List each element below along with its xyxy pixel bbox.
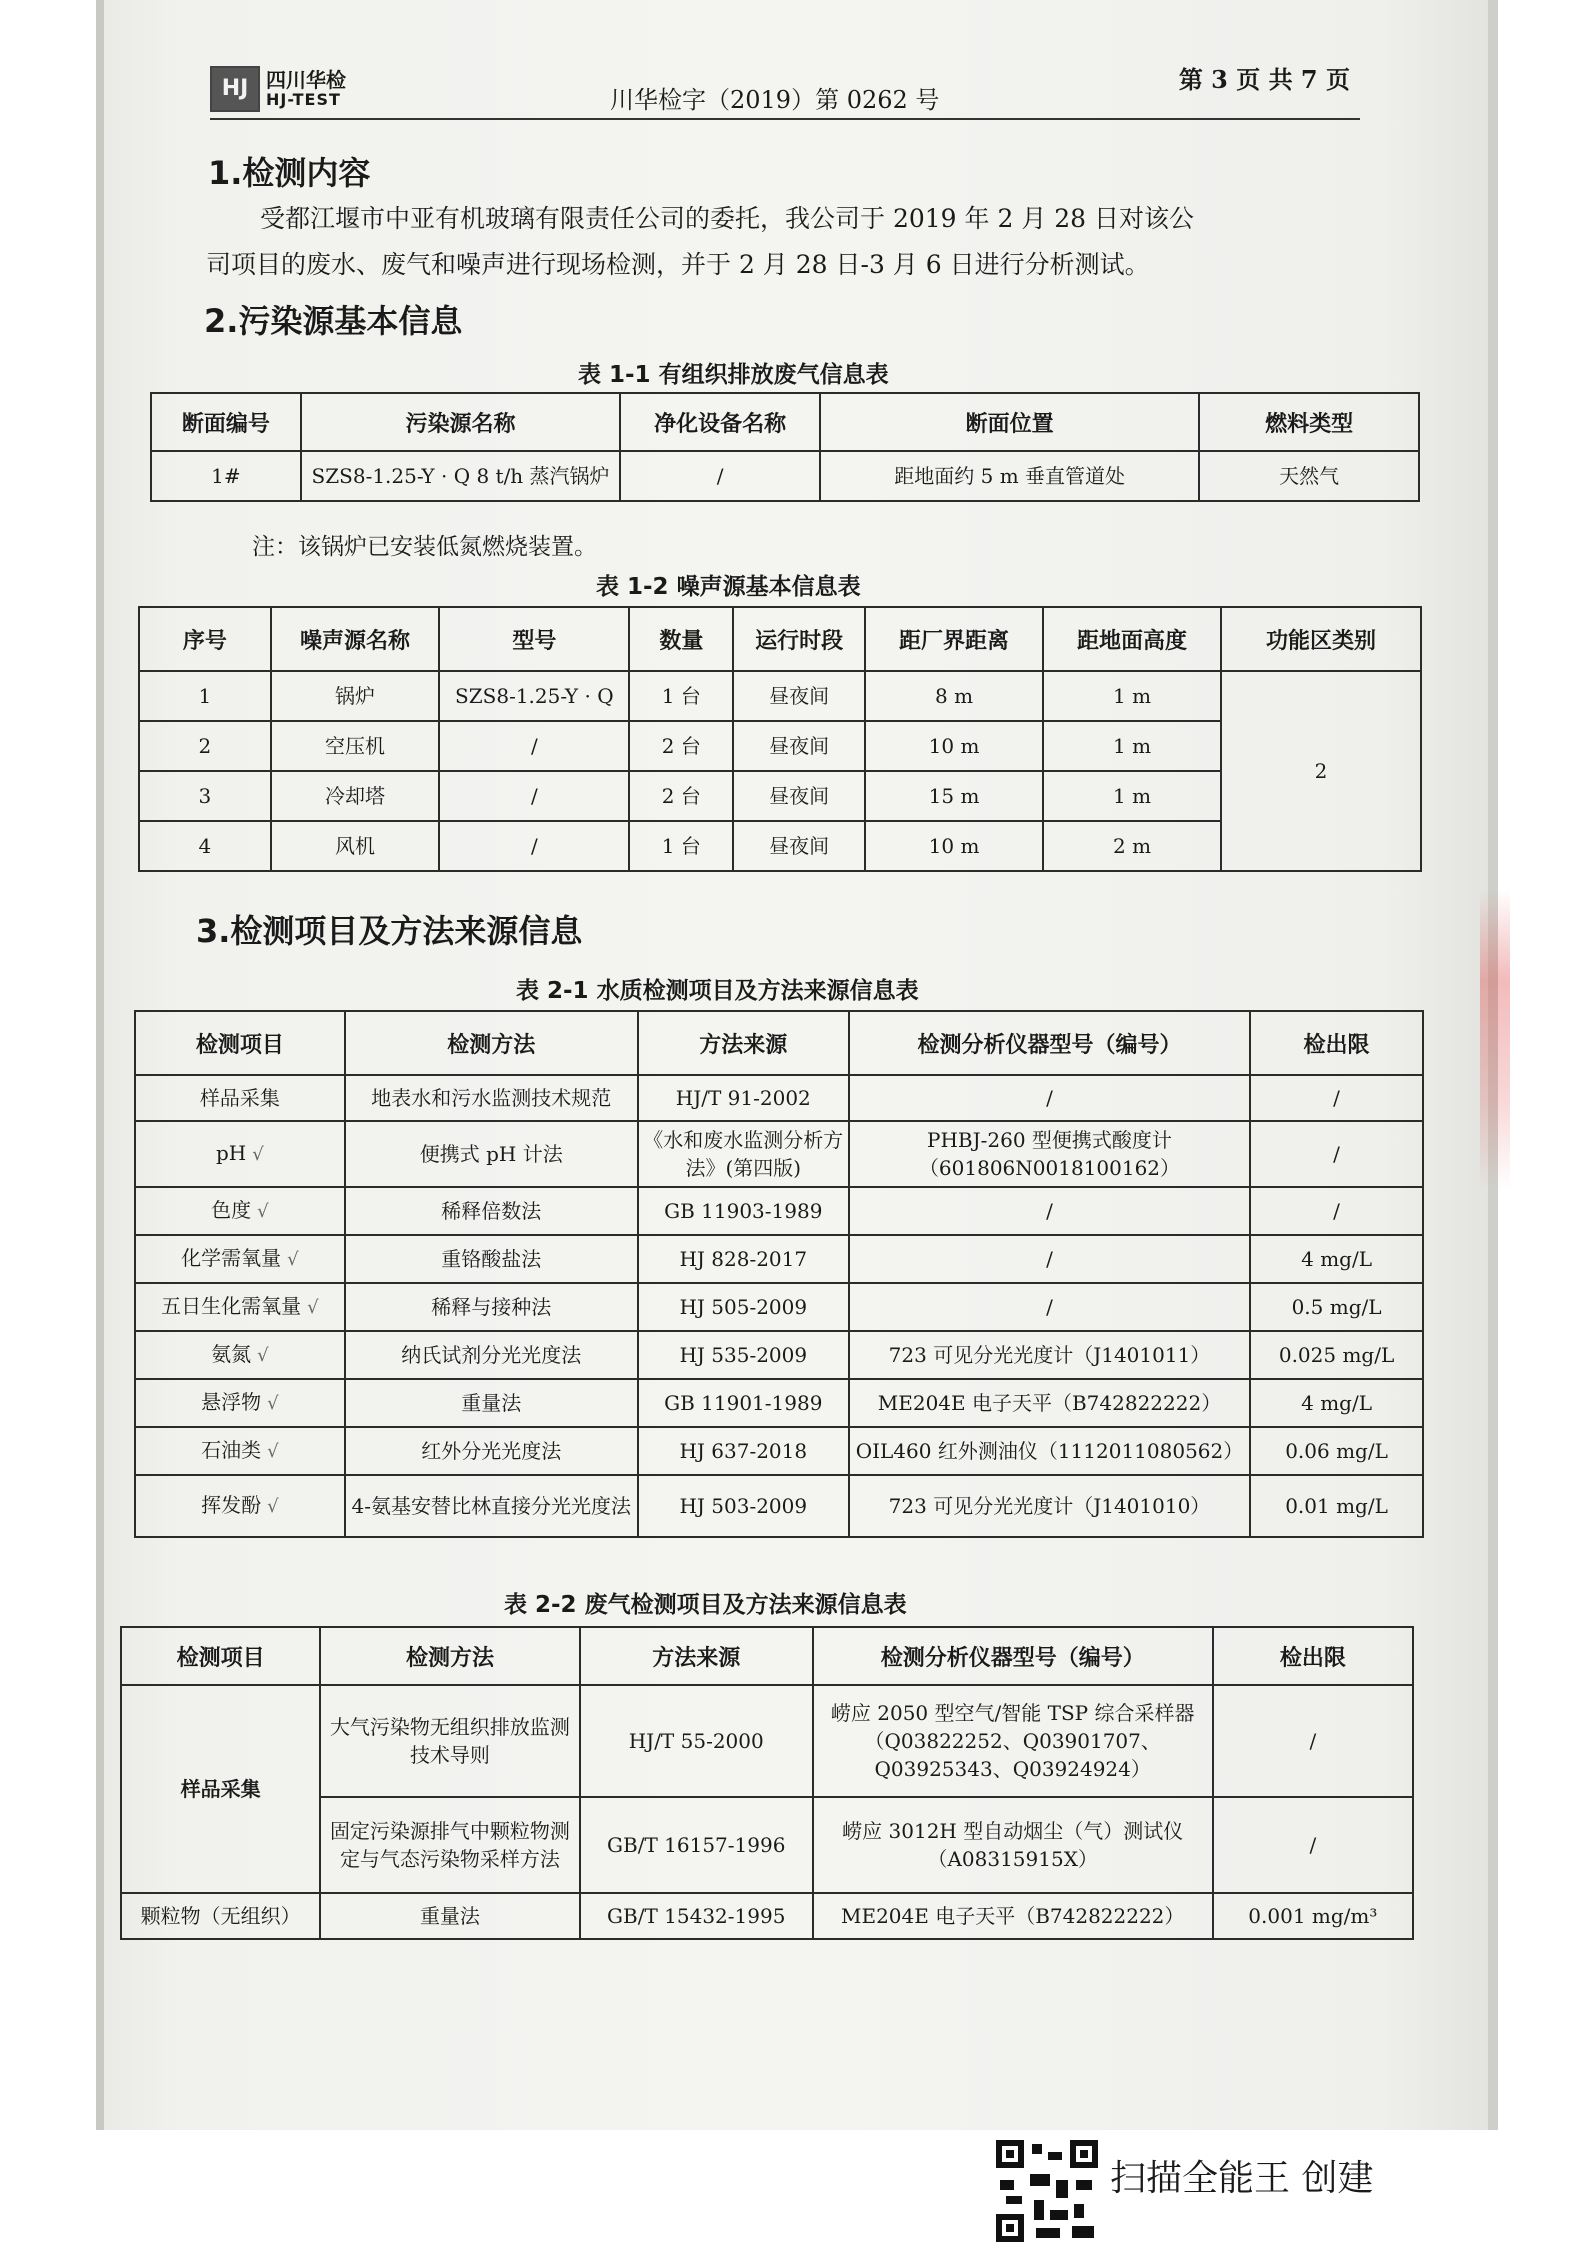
cell: SZS8-1.25-Y · Q 8 t/h 蒸汽锅炉 — [301, 451, 621, 501]
water-test-method-table — [134, 1010, 1424, 1538]
cell: 4 — [139, 821, 271, 871]
cell: GB/T 15432-1995 — [580, 1893, 813, 1939]
cell: 锅炉 — [271, 671, 440, 721]
item-label: 氨氮 — [211, 1342, 252, 1366]
cell: 纳氏试剂分光光度法 — [345, 1331, 638, 1379]
th-source: 方法来源 — [580, 1627, 813, 1685]
cell: 红外分光光度法 — [345, 1427, 638, 1475]
th-method: 检测方法 — [320, 1627, 580, 1685]
th-model: 型号 — [439, 607, 629, 671]
cell: / — [1213, 1797, 1413, 1893]
cell: 天然气 — [1199, 451, 1419, 501]
check-mark-icon: √ — [287, 1249, 299, 1270]
th-method: 检测方法 — [345, 1011, 638, 1075]
red-stamp-edge — [1480, 890, 1510, 1190]
th-noise-name: 噪声源名称 — [271, 607, 440, 671]
boiler-note: 注：该锅炉已安装低氮燃烧装置。 — [252, 534, 597, 560]
cell — [135, 1283, 345, 1331]
table-2-2-caption: 表 2-2 废气检测项目及方法来源信息表 — [504, 1592, 907, 1618]
table-row — [135, 1475, 1423, 1537]
item-label: 石油类 — [201, 1438, 262, 1462]
cell: 4 mg/L — [1250, 1379, 1423, 1427]
cell: 0.01 mg/L — [1250, 1475, 1423, 1537]
cell: / — [1250, 1121, 1423, 1187]
check-mark-icon: √ — [257, 1345, 269, 1366]
item-label: 色度 — [211, 1198, 252, 1222]
th-zone-class: 功能区类别 — [1221, 607, 1421, 671]
cell: 1 m — [1043, 771, 1221, 821]
section-3-title: 3.检测项目及方法来源信息 — [196, 912, 583, 950]
th-instrument: 检测分析仪器型号（编号） — [813, 1627, 1213, 1685]
th-boundary-distance: 距厂界距离 — [865, 607, 1043, 671]
cell: / — [439, 821, 629, 871]
check-mark-icon: √ — [307, 1297, 319, 1318]
cell: GB/T 16157-1996 — [580, 1797, 813, 1893]
th-position: 断面位置 — [820, 393, 1199, 451]
company-logo-icon: HJ — [210, 66, 260, 112]
th-fuel: 燃料类型 — [1199, 393, 1419, 451]
cell — [135, 1187, 345, 1235]
cell: 15 m — [865, 771, 1043, 821]
cell: / — [620, 451, 820, 501]
noise-source-table — [138, 606, 1422, 872]
cell: 4 mg/L — [1250, 1235, 1423, 1283]
cell: 风机 — [271, 821, 440, 871]
section-1-title: 1.检测内容 — [208, 154, 371, 192]
table-row — [121, 1685, 1413, 1797]
cell: 4-氨基安替比林直接分光光度法 — [345, 1475, 638, 1537]
cell: 昼夜间 — [733, 771, 865, 821]
table-2-1-caption: 表 2-1 水质检测项目及方法来源信息表 — [516, 978, 919, 1004]
paper-edge-left — [96, 0, 104, 2130]
section-1-line-1: 受都江堰市中亚有机玻璃有限责任公司的委托，我公司于 2019 年 2 月 28 日对该公 — [260, 204, 1195, 233]
cell: 0.001 mg/m³ — [1213, 1893, 1413, 1939]
cell — [135, 1475, 345, 1537]
th-source-name: 污染源名称 — [301, 393, 621, 451]
th-detection-limit: 检出限 — [1250, 1011, 1423, 1075]
cell: 2 m — [1043, 821, 1221, 871]
cell: GB 11903-1989 — [638, 1187, 849, 1235]
cell: PHBJ-260 型便携式酸度计（601806N0018100162） — [849, 1121, 1250, 1187]
cell: 稀释倍数法 — [345, 1187, 638, 1235]
cell: 昼夜间 — [733, 821, 865, 871]
cell: 重量法 — [345, 1379, 638, 1427]
cell: / — [439, 721, 629, 771]
cell: 大气污染物无组织排放监测技术导则 — [320, 1685, 580, 1797]
page-number: 第 3 页 共 7 页 — [1178, 65, 1350, 94]
table-row — [121, 1893, 1413, 1939]
cell: 距地面约 5 m 垂直管道处 — [820, 451, 1199, 501]
cell: 昼夜间 — [733, 721, 865, 771]
cell: 样品采集 — [135, 1075, 345, 1121]
cell: 空压机 — [271, 721, 440, 771]
zone-class-value: 2 — [1221, 671, 1421, 871]
cell: HJ/T 91-2002 — [638, 1075, 849, 1121]
sample-collection-label: 样品采集 — [121, 1685, 320, 1893]
cell: 2 — [139, 721, 271, 771]
cell: 10 m — [865, 821, 1043, 871]
table-row — [135, 1283, 1423, 1331]
cell: 地表水和污水监测技术规范 — [345, 1075, 638, 1121]
cell: 1 台 — [629, 671, 733, 721]
cell: HJ 535-2009 — [638, 1331, 849, 1379]
cell: 8 m — [865, 671, 1043, 721]
th-item: 检测项目 — [135, 1011, 345, 1075]
cell: 0.025 mg/L — [1250, 1331, 1423, 1379]
table-row — [135, 1427, 1423, 1475]
check-mark-icon: √ — [267, 1441, 279, 1462]
cell: 1 m — [1043, 721, 1221, 771]
th-run-period: 运行时段 — [733, 607, 865, 671]
exhaust-info-table — [150, 392, 1420, 502]
cell — [135, 1235, 345, 1283]
cell: 3 — [139, 771, 271, 821]
check-mark-icon: √ — [252, 1144, 264, 1165]
cell: HJ 505-2009 — [638, 1283, 849, 1331]
cell: HJ 503-2009 — [638, 1475, 849, 1537]
cell: 《水和废水监测分析方法》(第四版) — [638, 1121, 849, 1187]
check-mark-icon: √ — [257, 1201, 269, 1222]
cell: / — [1250, 1187, 1423, 1235]
cell: 崂应 2050 型空气/智能 TSP 综合采样器（Q03822252、Q03901707、Q03925343、Q03924924） — [813, 1685, 1213, 1797]
cell: / — [1250, 1075, 1423, 1121]
cell: 崂应 3012H 型自动烟尘（气）测试仪（A08315915X） — [813, 1797, 1213, 1893]
cell: HJ/T 55-2000 — [580, 1685, 813, 1797]
check-mark-icon: √ — [267, 1496, 279, 1517]
cell: / — [849, 1235, 1250, 1283]
cell: / — [849, 1187, 1250, 1235]
company-name-en: HJ-TEST — [266, 90, 341, 109]
item-label: pH — [216, 1141, 247, 1165]
cell: 2 台 — [629, 721, 733, 771]
cell: 重铬酸盐法 — [345, 1235, 638, 1283]
cell — [135, 1331, 345, 1379]
section-2-title: 2.污染源基本信息 — [204, 302, 463, 340]
table-1-1-caption: 表 1-1 有组织排放废气信息表 — [578, 362, 889, 388]
cell: 0.06 mg/L — [1250, 1427, 1423, 1475]
cell — [135, 1427, 345, 1475]
cell: 1# — [151, 451, 301, 501]
cell: SZS8-1.25-Y · Q — [439, 671, 629, 721]
cell: 1 台 — [629, 821, 733, 871]
cell: 2 台 — [629, 771, 733, 821]
item-label: 化学需氧量 — [181, 1246, 282, 1270]
cell: HJ 828-2017 — [638, 1235, 849, 1283]
page-header — [210, 58, 1360, 120]
cell: / — [1213, 1685, 1413, 1797]
table-row — [139, 671, 1421, 721]
table-row — [135, 1379, 1423, 1427]
cell: / — [849, 1283, 1250, 1331]
table-row — [135, 1187, 1423, 1235]
company-name-cn: 四川华检 — [266, 68, 346, 92]
table-row — [135, 1331, 1423, 1379]
cell: 1 — [139, 671, 271, 721]
cell: / — [439, 771, 629, 821]
cell: HJ 637-2018 — [638, 1427, 849, 1475]
exhaust-test-method-table — [120, 1626, 1414, 1940]
th-purifier: 净化设备名称 — [620, 393, 820, 451]
th-quantity: 数量 — [629, 607, 733, 671]
cell: 723 可见分光光度计（J1401011） — [849, 1331, 1250, 1379]
th-index: 序号 — [139, 607, 271, 671]
cell: 723 可见分光光度计（J1401010） — [849, 1475, 1250, 1537]
cell: ME204E 电子天平（B742822222） — [813, 1893, 1213, 1939]
item-label: 悬浮物 — [201, 1390, 262, 1414]
item-label: 五日生化需氧量 — [161, 1294, 302, 1318]
cell — [135, 1379, 345, 1427]
cell: 10 m — [865, 721, 1043, 771]
cell — [135, 1121, 345, 1187]
th-height: 距地面高度 — [1043, 607, 1221, 671]
cell: 0.5 mg/L — [1250, 1283, 1423, 1331]
th-detection-limit: 检出限 — [1213, 1627, 1413, 1685]
cell: 1 m — [1043, 671, 1221, 721]
qr-code-icon — [996, 2140, 1098, 2242]
cell: 冷却塔 — [271, 771, 440, 821]
table-row — [135, 1075, 1423, 1121]
th-instrument: 检测分析仪器型号（编号） — [849, 1011, 1250, 1075]
th-source: 方法来源 — [638, 1011, 849, 1075]
check-mark-icon: √ — [267, 1393, 279, 1414]
document-number: 川华检字（2019）第 0262 号 — [610, 86, 940, 114]
cell: 稀释与接种法 — [345, 1283, 638, 1331]
th-section-no: 断面编号 — [151, 393, 301, 451]
item-label: 挥发酚 — [201, 1493, 262, 1517]
cell: / — [849, 1075, 1250, 1121]
table-row — [135, 1121, 1423, 1187]
th-item: 检测项目 — [121, 1627, 320, 1685]
table-row — [135, 1235, 1423, 1283]
cell: 昼夜间 — [733, 671, 865, 721]
cell: 固定污染源排气中颗粒物测定与气态污染物采样方法 — [320, 1797, 580, 1893]
table-1-2-caption: 表 1-2 噪声源基本信息表 — [596, 574, 861, 600]
section-1-line-2: 司项目的废水、废气和噪声进行现场检测，并于 2 月 28 日-3 月 6 日进行分析测试。 — [206, 250, 1150, 279]
cell: 便携式 pH 计法 — [345, 1121, 638, 1187]
cell: 颗粒物（无组织） — [121, 1893, 320, 1939]
cell: OIL460 红外测油仪（1112011080562） — [849, 1427, 1250, 1475]
cell: 重量法 — [320, 1893, 580, 1939]
cell: ME204E 电子天平（B742822222） — [849, 1379, 1250, 1427]
cell: GB 11901-1989 — [638, 1379, 849, 1427]
scanner-watermark: 扫描全能王 创建 — [1110, 2158, 1374, 2199]
